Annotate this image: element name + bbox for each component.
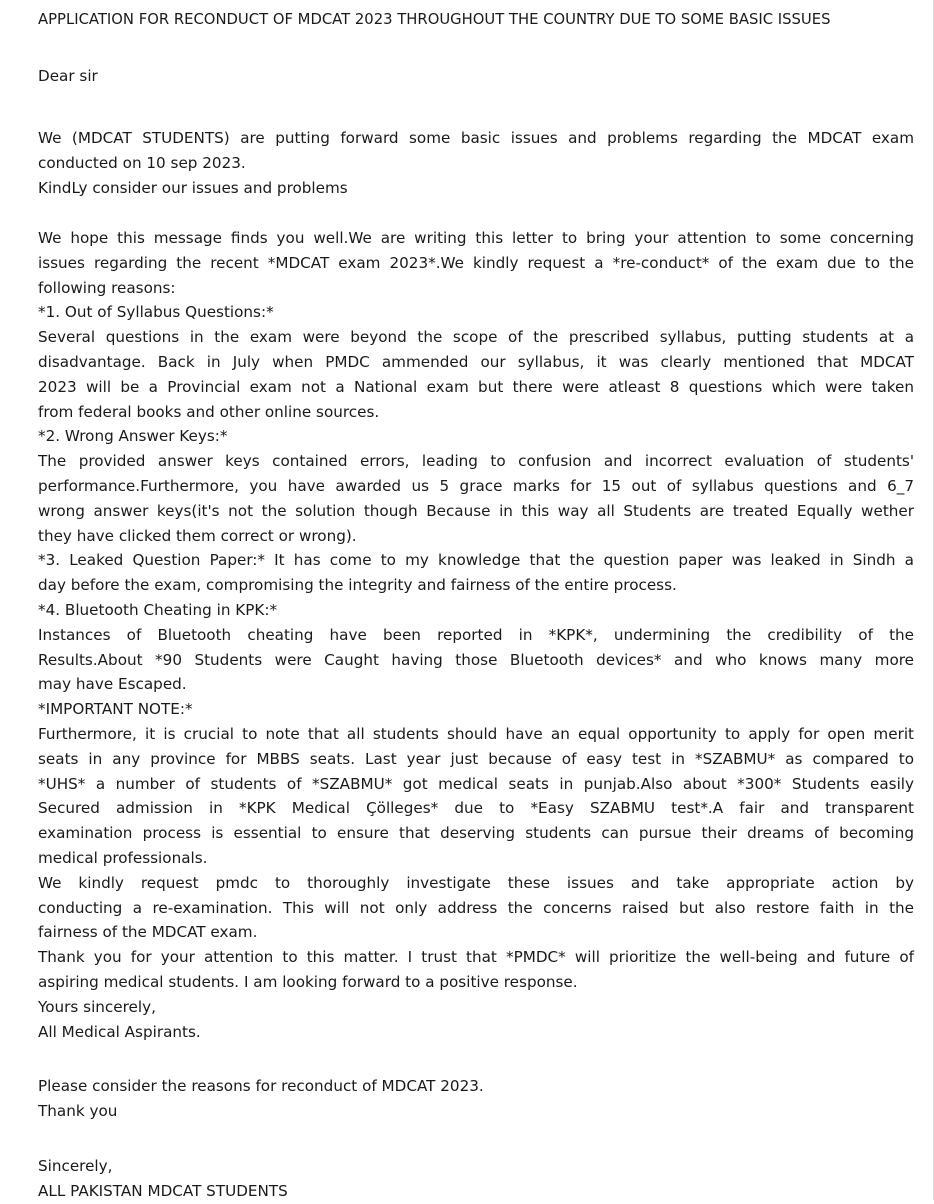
text-line: aspiring medical students. I am looking forward to a positive response.	[38, 972, 578, 991]
text-line: We hope this message finds you well.We are writing this letter to bring your attention to some concerning	[38, 229, 914, 247]
section-heading: *3. Leaked Question Paper:* It has come to my knowledge that the question paper was leaked in Sindh a	[38, 551, 914, 570]
text-line: following reasons:	[38, 278, 176, 297]
salutation-text: Dear sir	[38, 67, 98, 85]
text-line: Instances of Bluetooth cheating have been reported in *KPK*, undermining the credibility of the	[38, 625, 914, 644]
signature-line: ALL PAKISTAN MDCAT STUDENTS	[38, 1181, 288, 1200]
text-line: conducting a re-examination. This will not only address the concerns raised but also restore faith in the	[38, 898, 914, 917]
text-line: We kindly request pmdc to thoroughly investigate these issues and take appropriate action by	[38, 873, 914, 892]
text-line: KindLy consider our issues and problems	[38, 178, 348, 197]
text-line: 2023 will be a Provincial exam not a National exam but there were atleast 8 questions which were taken	[38, 377, 914, 396]
letter-title: APPLICATION FOR RECONDUCT OF MDCAT 2023 THROUGHOUT THE COUNTRY DUE TO SOME BASIC ISSUES	[38, 11, 831, 28]
text-line: wrong answer keys(it's not the solution though Because in this way all Students are treated Equally wether	[38, 501, 914, 520]
text-line: medical professionals.	[38, 848, 208, 867]
section-heading: *1. Out of Syllabus Questions:*	[38, 303, 274, 322]
text-line: Please consider the reasons for reconduct of MDCAT 2023.	[38, 1077, 484, 1095]
text-line: from federal books and other online sources.	[38, 402, 380, 421]
text-line: Several questions in the exam were beyond the scope of the prescribed syllabus, putting students at a	[38, 328, 914, 347]
text-line: seats in any province for MBBS seats. Last year just because of easy test in *SZABMU* as compared to	[38, 749, 914, 768]
text-line: day before the exam, compromising the integrity and fairness of the entire process.	[38, 576, 677, 595]
text-line: Thank you for your attention to this matter. I trust that *PMDC* will prioritize the well-being and future of	[38, 948, 914, 967]
text-line: disadvantage. Back in July when PMDC ammended our syllabus, it was clearly mentioned that MDCAT	[38, 352, 914, 371]
section-heading: *2. Wrong Answer Keys:*	[38, 427, 228, 446]
text-line: may have Escaped.	[38, 675, 187, 694]
text-line: All Medical Aspirants.	[38, 1022, 201, 1041]
text-line: issues regarding the recent *MDCAT exam 2023*.We kindly request a *re-conduct* of the exam due to the	[38, 253, 914, 272]
text-line: examination process is essential to ensure that deserving students can pursue their dreams of becoming	[38, 824, 914, 843]
text-line: Furthermore, it is crucial to note that all students should have an equal opportunity to apply for open merit	[38, 724, 914, 743]
closing-paragraph	[38, 1074, 914, 1124]
letter-body	[38, 226, 914, 1044]
text-line: Thank you	[38, 1101, 118, 1120]
text-line: Yours sincerely,	[38, 997, 156, 1016]
signoff	[38, 1154, 914, 1204]
text-line: conducted on 10 sep 2023.	[38, 153, 246, 172]
text-line: they have clicked them correct or wrong).	[38, 526, 357, 545]
section-heading: *IMPORTANT NOTE:*	[38, 700, 193, 719]
text-line: We (MDCAT STUDENTS) are putting forward some basic issues and problems regarding the MDCAT exam	[38, 129, 914, 147]
text-line: fairness of the MDCAT exam.	[38, 923, 258, 942]
section-heading: *4. Bluetooth Cheating in KPK:*	[38, 600, 278, 619]
text-line: *UHS* a number of students of *SZABMU* got medical seats in punjab.Also about *300* Students easily	[38, 774, 914, 793]
text-line: performance.Furthermore, you have awarded us 5 grace marks for 15 out of syllabus questions and 6_7	[38, 476, 914, 495]
text-line: Secured admission in *KPK Medical Çölleges* due to *Easy SZABMU test*.A fair and transparent	[38, 799, 914, 818]
text-line: Sincerely,	[38, 1157, 113, 1175]
text-line: The provided answer keys contained errors, leading to confusion and incorrect evaluation of students'	[38, 452, 914, 471]
text-line: Results.About *90 Students were Caught having those Bluetooth devices* and who knows many more	[38, 650, 914, 669]
salutation	[38, 64, 914, 89]
intro-paragraph	[38, 126, 914, 200]
